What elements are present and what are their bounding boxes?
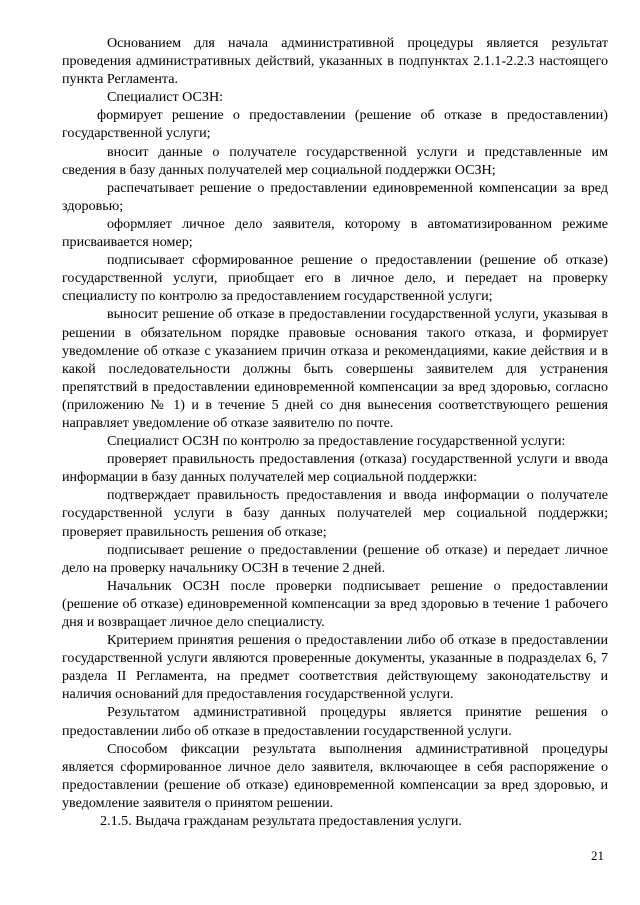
paragraph: распечатывает решение о предоставлении единовременной компенсации за вред здоровью; [62,179,608,214]
paragraph: Критерием принятия решения о предоставлении либо об отказе в предоставлении государственной услуги являются проверенные документы, указанные в подразделах 6, 7 раздела II Регламента, на предмет соответствия действующему законодательству и наличия оснований для предоставления государственной услуги. [62,632,608,703]
paragraph: проверяет правильность предоставления (отказа) государственной услуги и ввода информации в базу данных получателей мер социальной поддержки: [62,451,608,486]
body-text [62,34,608,830]
paragraph: Специалист ОСЗН: [107,89,224,106]
paragraph: Результатом административной процедуры является принятие решения о предоставлении либо об отказе в предоставлении государственной услуги. [62,704,608,739]
paragraph: выносит решение об отказе в предоставлении государственной услуги, указывая в решении в обязательном порядке правовые основания такого отказа, и формирует уведомление об отказе с указанием причин отказа и рекомендациями, какие действия и в какой последовательности должны быть совершены заявителем для устранения препятствий в предоставлении единовременной компенсации за вред здоровью, согласно (приложению № 1) и в течение 5 дней со дня вынесения соответствующего решения направляет уведомление об отказе заявителю по почте. [62,306,608,431]
paragraph: подтверждает правильность предоставления и ввода информации о получателе государственной услуги в базу данных получателей мер социальной поддержки; проверяет правильность решения об отказе; [62,487,608,540]
paragraph: подписывает решение о предоставлении (решение об отказе) и передает личное дело на проверку начальнику ОСЗН в течение 2 дней. [62,541,608,576]
paragraph: вносит данные о получателе государственной услуги и представленные им сведения в базу данных получателей мер социальной поддержки ОСЗН; [62,143,608,178]
page-number: 21 [591,848,604,863]
paragraph: Специалист ОСЗН по контролю за предоставление государственной услуги: [107,433,566,450]
paragraph: формирует решение о предоставлении (решение об отказе в предоставлении) государственной услуги; [62,107,608,142]
paragraph: подписывает сформированное решение о предоставлении (решение об отказе) государственной услуги, приобщает его в личное дело, и передает на проверку специалисту по контролю за предоставлением государственной услуги; [62,252,608,305]
paragraph: Способом фиксации результата выполнения административной процедуры является сформированное личное дело заявителя, включающее в себя распоряжение о предоставлении (решение об отказе) единовременной компенсации за вред здоровью, и уведомление заявителя о принятом решении. [62,740,608,811]
paragraph: Начальник ОСЗН после проверки подписывает решение о предоставлении (решение об отказе) единовременной компенсации за вред здоровью в течение 1 рабочего дня и возвращает личное дело специалисту. [62,577,608,630]
section-heading: 2.1.5. Выдача гражданам результата предоставления услуги. [100,813,462,830]
paragraph: оформляет личное дело заявителя, которому в автоматизированном режиме присваивается номер; [62,215,608,251]
paragraph: Основанием для начала административной процедуры является результат проведения административных действий, указанных в подпунктах 2.1.1-2.2.3 настоящего пункта Регламента. [62,35,608,88]
